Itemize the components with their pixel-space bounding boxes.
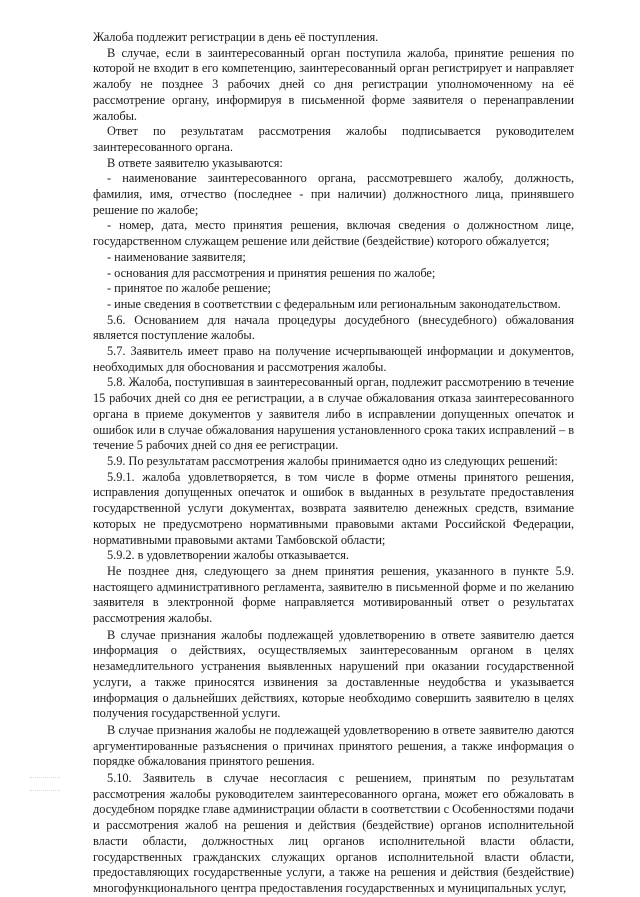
paragraph: Ответ по результатам рассмотрения жалобы подписывается руководителем заинтересованного органа. bbox=[93, 124, 574, 154]
paragraph: 5.9.1. жалоба удовлетворяется, в том числе в форме отмены принятого решения, исправления допущенных опечаток и ошибок в выданных в результате предоставления государственной услуги документах, возврата заявителю денежных средств, взимание которых не предусмотрено нормативными правовыми актами Российской Федерации, нормативными правовыми актами Тамбовской области; bbox=[93, 469, 574, 547]
paragraph: Не позднее дня, следующего за днем принятия решения, указанного в пункте 5.9. настоящего административного регламента, заявителю в письменной форме и по желанию заявителя в электронной форме направляется мотивированный ответ о результатах рассмотрения жалобы. bbox=[93, 563, 574, 626]
paragraph: В случае, если в заинтересованный орган поступила жалоба, принятие решения по которой не входит в его компетенцию, заинтересованный орган регистрирует и направляет жалобу не позднее 3 рабочих дней со дня регистрации уполномоченному на её рассмотрение органу, информируя в письменной форме заявителя о перенаправлении жалобы. bbox=[93, 45, 574, 123]
paragraph: В ответе заявителю указываются: bbox=[107, 155, 283, 170]
paragraph: 5.9.2. в удовлетворении жалобы отказывается. bbox=[107, 548, 349, 563]
document-body bbox=[93, 30, 574, 897]
paragraph: 5.6. Основанием для начала процедуры досудебного (внесудебного) обжалования является поступление жалобы. bbox=[93, 312, 574, 343]
paragraph: 5.10. Заявитель в случае несогласия с решением, принятым по результатам рассмотрения жалобы руководителем заинтересованного органа, может его обжаловать в досудебном порядке главе администрации области в соответствии с Особенностями подачи и рассмотрения жалоб на решения и действия (бездействие) органов исполнительной власти области, должностных лиц органов исполнительной власти области, государственных гражданских служащих органов исполнительной власти области, предоставляющих государственные услуги, а также на решения и действия (бездействие) многофункционального центра предоставления государственных и муниципальных услуг, bbox=[93, 771, 574, 895]
paragraph: В случае признания жалобы подлежащей удовлетворению в ответе заявителю дается информация о действиях, осуществляемых заинтересованным органом в целях незамедлительного устранения выявленных нарушений при оказании государственной услуги, а также приносятся извинения за доставленные неудобства и указывается информация о дальнейших действиях, которые необходимо совершить заявителю в целях получения государственной услуги. bbox=[93, 627, 574, 721]
list-item: - иные сведения в соответствии с федеральным или региональным законодательством. bbox=[107, 296, 561, 311]
scan-artifact bbox=[30, 777, 60, 779]
paragraph: Жалоба подлежит регистрации в день её поступления. bbox=[93, 30, 379, 44]
paragraph: В случае признания жалобы не подлежащей удовлетворению в ответе заявителю даются аргументированные разъяснения о причинах принятого решения, а также информация о порядке обжалования принятого решения. bbox=[93, 722, 574, 769]
list-item: - принятое по жалобе решение; bbox=[107, 281, 271, 296]
paragraph: 5.8. Жалоба, поступившая в заинтересованный орган, подлежит рассмотрению в течение 15 рабочих дней со дня ее регистрации, а в случае обжалования отказа заинтересованного органа в приеме документов у заявителя либо в исправлении допущенных опечаток и ошибок или в случае обжалования нарушения установленного срока таких исправлений – в течение 5 рабочих дней со дня ее регистрации. bbox=[93, 375, 574, 453]
list-item: - наименование заинтересованного органа, рассмотревшего жалобу, должность, фамилия, имя, отчество (последнее - при наличии) должностного лица, принявшего решение по жалобе; bbox=[93, 171, 574, 217]
paragraph: 5.9. По результатам рассмотрения жалобы принимается одно из следующих решений: bbox=[107, 453, 558, 468]
paragraph: 5.7. Заявитель имеет право на получение исчерпывающей информации и документов, необходимых для обоснования и рассмотрения жалобы. bbox=[93, 344, 574, 374]
list-item: - номер, дата, место принятия решения, включая сведения о должностном лице, государственном служащем решение или действие (бездействие) которого обжалуется; bbox=[93, 218, 574, 249]
list-item: - наименование заявителя; bbox=[107, 249, 246, 264]
list-item: - основания для рассмотрения и принятия решения по жалобе; bbox=[107, 265, 436, 280]
scan-artifact bbox=[30, 790, 60, 792]
